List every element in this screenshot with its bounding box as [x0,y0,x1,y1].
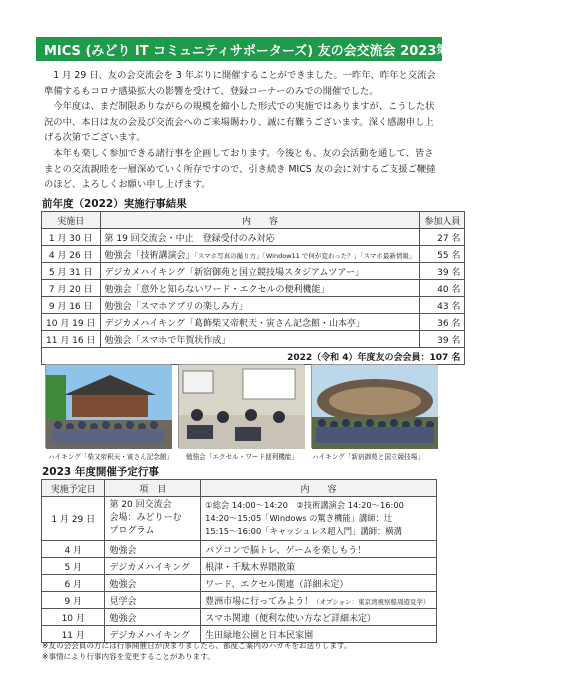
photo-study-excel-word [178,364,304,448]
footnotes [42,640,352,662]
intro-paragraph-2: 今年度は、まだ制限ありながらの規模を縮小した形式での実施ではありますが、こうした状況の中、本日は友の会及び交流会へのご来場賜わり、誠に有難うございます。深く感謝申し上げる次第でございます。 [44,101,435,144]
intro-paragraph-3: 本年も楽しく参加できる諸行事を企画しております。今後とも、友の会活動を通して、皆さまとの交流親睦を一層深めていく所存ですので、引き続き MICS 友の会に対するご支援ご鞭撻のほど、よろしくお願い申し上げます。 [44,147,436,191]
intro-text [44,68,440,193]
intro-paragraph-1: 1 月 29 日、友の会交流会を 3 年ぶりに開催することができました。一昨年、昨年と交流会準備するもコロナ感染拡大の影響を受けて、登録コーナーのみでの開催でした。 [44,70,436,97]
table-total-row: 2022（令和 4）年度友の会会員：107 名 [42,348,465,365]
table-row: 10 月 19 日 デジカメハイキング「葛飾柴又帝釈天・寅さん記念館・山本亭」 36 名 [42,314,465,331]
table-row: 9 月 見学会 豊洲市場に行ってみよう！（オプション：東京湾視察船周遊見学） [42,592,437,609]
header-planned-date: 実施予定日 [42,480,105,497]
table-row: 9 月 16 日 勉強会「スマホアプリの楽しみ方」 43 名 [42,297,465,314]
table-row: 10 月 勉強会 スマホ関連（便利な使い方など詳細未定） [42,609,437,626]
header-date: 実施日 [42,212,101,229]
table-row: 5 月 31 日 デジカメハイキング「新宿御苑と国立競技場スタジアムツアー」 39 名 [42,263,465,280]
table-row: 1 月 30 日 第 19 回交流会・中止 登録受付のみ対応 27 名 [42,229,465,246]
past-events-table [41,211,465,365]
past-section-title: 前年度（2022）実施行事結果 [42,198,187,210]
banner-title: MICS (みどり IT コミュニティサポーターズ) 友の会交流会 2023 [44,43,437,59]
photo-hiking-shibamata [45,364,171,448]
header-content: 内 容 [100,212,420,229]
table-row: 11 月 16 日 勉強会「スマホで年賀状作成」 39 名 [42,331,465,348]
title-banner [36,37,580,61]
table-header-row [42,480,437,497]
photo-caption-1: ハイキング「柴又帝釈天・寅さん記念館」 [48,453,174,461]
footnote-2: ※事情により行事内容を変更することがあります。 [42,652,215,661]
table-row: 6 月 勉強会 ワード、エクセル関連（詳細未定） [42,575,437,592]
photo-caption-2: 勉強会「エクセル・ワード便利機能」 [186,453,299,461]
header-content: 内 容 [201,480,437,497]
plan-events-table [41,479,437,643]
table-row: 4 月 26 日 勉強会「技術講演会」「スマホ写真の撮り方」「Window11 で何が変わった？」「スマホ最新情報」 55 名 [42,246,465,263]
photo-strip [45,364,437,448]
table-header-row [42,212,465,229]
table-row: 1 月 29 日 第 20 回交流会 会場：みどりーむ プログラム ①総会 14:00～14:20 ②技術講演会 14:20～16:00 14:20～15:05「Windows の驚き機能」講師：辻 15:15～16:00「キャッシュレス超入門」講師：横溝 [42,497,437,541]
photo-hiking-shinjuku [311,364,437,448]
header-people: 参加人員 [420,212,465,229]
footnote-1: ※友の会会員の方には行事開催日が決まりましたら、都度ご案内のハガキをお送りします。 [42,641,352,650]
table-row: 4 月 勉強会 パソコンで脳トレ、ゲームを楽しもう！ [42,541,437,558]
banner-subtitle: 第 20 回交流会 2023.1.29 [436,43,580,56]
table-row: 7 月 20 日 勉強会「意外と知らないワード・エクセルの便利機能」 40 名 [42,280,465,297]
table-row: 5 月 デジカメハイキング 根津・千駄木界隈散策 [42,558,437,575]
plan-section-title: 2023 年度開催予定行事 [42,466,159,478]
photo-caption-3: ハイキング「新宿御苑と国立競技場」 [312,453,424,461]
table-row: 11 月 デジカメハイキング 生田緑地公園と日本民家園 [42,626,437,643]
header-item: 項 目 [105,480,201,497]
